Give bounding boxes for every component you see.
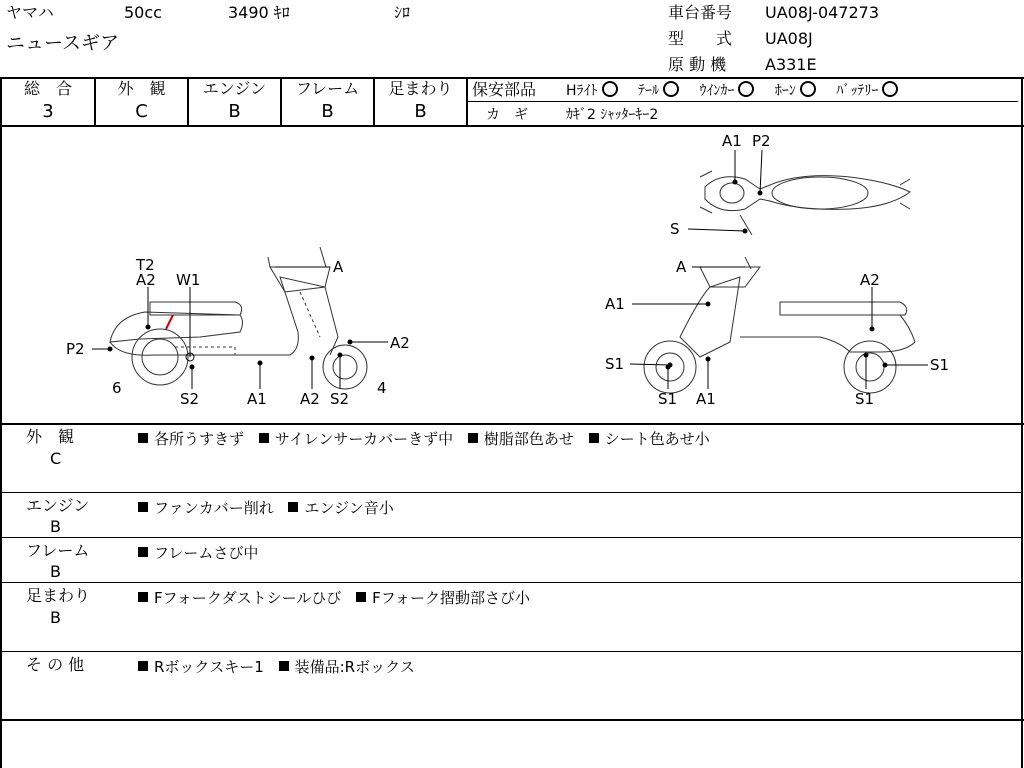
bullet-icon: [259, 433, 269, 443]
label-right-s1b: S1: [930, 356, 950, 374]
note-frame-items: フレームさび中: [138, 542, 268, 563]
grade-frame-value: B: [321, 101, 334, 122]
grade-suspension-value: B: [414, 101, 427, 122]
note-suspension-grade: B: [50, 608, 61, 627]
bullet-icon: [468, 433, 478, 443]
label-left-t2: T2: [136, 256, 155, 274]
label-left-w1: W1: [176, 271, 201, 289]
bullet-icon: [138, 502, 148, 512]
engine-label: 原 動 機: [668, 55, 727, 74]
label-right-s1d: S1: [855, 390, 875, 408]
label-left-s2: S2: [180, 390, 200, 408]
label-top-s: S: [670, 220, 680, 238]
winker-label: ｳｲﾝｶｰ: [699, 83, 735, 99]
bullet-icon: [288, 502, 298, 512]
label-top-a1: A1: [722, 132, 742, 150]
note-exterior-category: 外 観: [26, 427, 75, 446]
label-right-a: A: [676, 258, 687, 276]
headlight-ok-icon: [602, 81, 618, 97]
bullet-icon: [356, 592, 366, 602]
key-label: カ ギ: [486, 107, 528, 123]
label-left-6: 6: [112, 379, 122, 397]
note-engine-category: エンジン: [26, 496, 90, 515]
label-top-p2: P2: [752, 132, 771, 150]
label-left-4: 4: [377, 379, 387, 397]
key-value: ｶｷﾞ2 ｼｬｯﾀｰｷｰ2: [566, 107, 659, 123]
label-left-p2: P2: [66, 340, 85, 358]
grade-exterior-value: C: [135, 101, 148, 122]
color: ｼﾛ: [394, 3, 411, 22]
taillight-label: ﾃｰﾙ: [637, 83, 659, 99]
note-exterior-grade: C: [50, 449, 62, 468]
note-other-items: Rボックスキー1 装備品:Rボックス: [138, 656, 425, 677]
horn-ok-icon: [800, 81, 816, 97]
label-right-a2: A2: [860, 271, 880, 289]
note-other-category: そ の 他: [26, 655, 85, 674]
bullet-icon: [279, 661, 289, 671]
label-left-a: A: [333, 258, 344, 276]
safety-items: [566, 80, 902, 100]
frame-no: UA08J-047273: [765, 3, 880, 22]
note-engine-grade: B: [50, 517, 61, 536]
bullet-icon: [138, 433, 148, 443]
label-right-s1: S1: [605, 355, 625, 373]
bullet-icon: [138, 547, 148, 557]
note-suspension-category: 足まわり: [26, 586, 91, 605]
grade-engine-value: B: [228, 101, 241, 122]
scooter-top-view: [700, 171, 910, 235]
grade-engine-label: エンジン: [202, 79, 267, 98]
frame-no-label: 車台番号: [668, 3, 733, 22]
type-label: 型 式: [668, 29, 733, 48]
label-left-s2b: S2: [330, 390, 350, 408]
bullet-icon: [138, 592, 148, 602]
type-value: UA08J: [765, 29, 813, 48]
note-frame-grade: B: [50, 562, 61, 581]
bullet-icon: [589, 433, 599, 443]
note-engine-items: ファンカバー削れ エンジン音小: [138, 497, 404, 518]
maker: ヤマハ: [6, 3, 54, 22]
grade-overall-value: 3: [42, 101, 54, 122]
label-left-a2b: A2: [390, 334, 410, 352]
label-left-a2: A2: [136, 271, 156, 289]
grade-exterior-label: 外 観: [117, 79, 166, 98]
label-right-a1: A1: [605, 295, 625, 313]
label-left-a1: A1: [247, 390, 267, 408]
note-suspension-items: Fフォークダストシールひび Fフォーク摺動部さび小: [138, 587, 540, 608]
horn-label: ﾎｰﾝ: [774, 83, 796, 99]
battery-label: ﾊﾞｯﾃﾘｰ: [836, 83, 879, 99]
note-exterior-items: 各所うすきず サイレンサーカバーきず中 樹脂部色あせ シート色あせ小: [138, 428, 720, 449]
taillight-ok-icon: [663, 81, 679, 97]
winker-ok-icon: [738, 81, 754, 97]
label-right-a1b: A1: [696, 390, 716, 408]
bullet-icon: [138, 661, 148, 671]
label-left-a2c: A2: [300, 390, 320, 408]
scooter-diagram: [0, 127, 1020, 421]
note-frame-category: フレーム: [26, 541, 90, 560]
grade-overall-label: 総 合: [23, 79, 72, 98]
safety-label: 保安部品: [472, 80, 537, 99]
mileage: 3490 ｷﾛ: [228, 3, 290, 22]
headlight-label: Hﾗｲﾄ: [566, 83, 598, 99]
model-name: ニュースギア: [6, 32, 120, 54]
displacement: 50cc: [124, 3, 162, 22]
grade-suspension-label: 足まわり: [388, 79, 453, 98]
battery-ok-icon: [882, 81, 898, 97]
engine-value: A331E: [765, 55, 817, 74]
label-right-s1c: S1: [658, 390, 678, 408]
grade-frame-label: フレーム: [295, 79, 360, 98]
